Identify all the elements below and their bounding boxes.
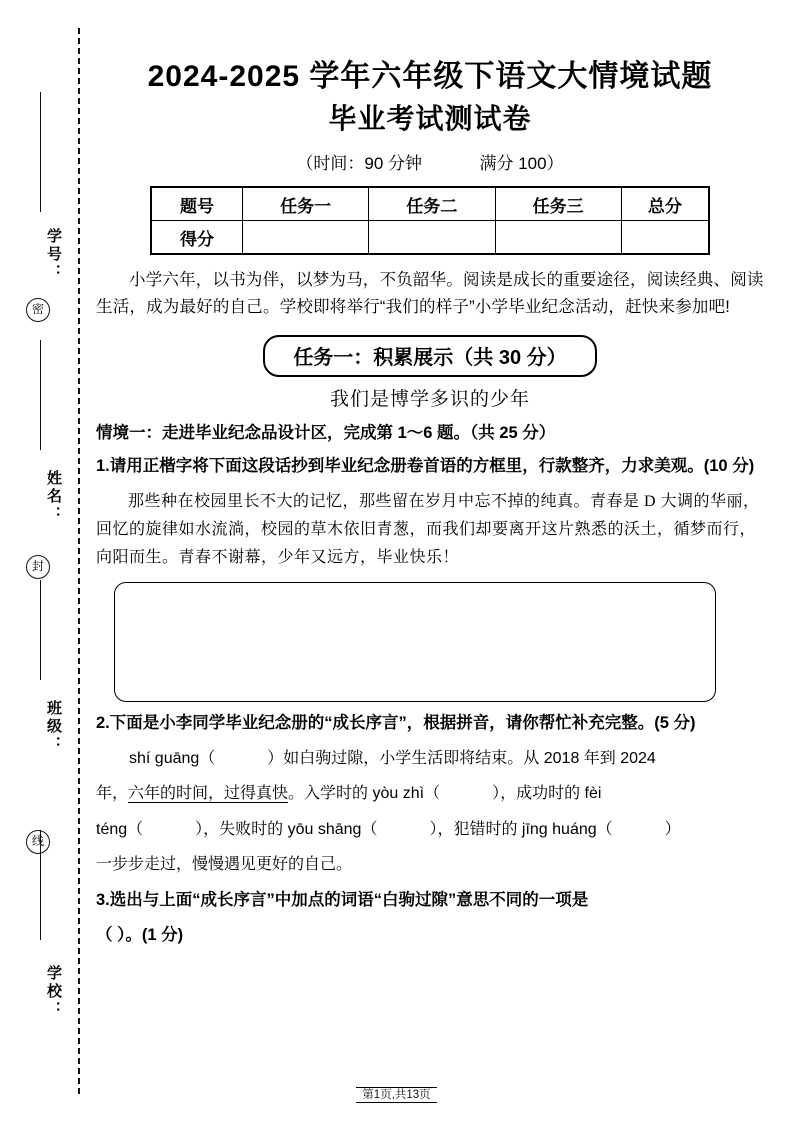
page-footer bbox=[0, 1086, 793, 1102]
task1-situation: 情境一：走进毕业纪念品设计区，完成第 1～6 题。（共 25 分） bbox=[96, 423, 556, 442]
q3-answer-parenthesis[interactable]: （ ）。(1 分) bbox=[96, 925, 184, 944]
binding-line-segment-1 bbox=[40, 92, 41, 212]
seal-mark-feng: 封 bbox=[26, 555, 50, 579]
question-2-text: 2.下面是小李同学毕业纪念册的“成长序言”，根据拼音，请你帮忙补充完整。(5 分) bbox=[96, 714, 696, 732]
score-table-header-0: 题号 bbox=[151, 187, 243, 221]
score-table-header-4: 总分 bbox=[621, 187, 709, 221]
question-2-passage-line3 bbox=[96, 816, 764, 844]
page-title-line2: 毕业考试测试卷 bbox=[328, 102, 532, 134]
task1-subtitle: 我们是博学多识的少年 bbox=[329, 388, 530, 410]
question-2-passage-line4: 一步步走过，慢慢遇见更好的自己。 bbox=[96, 856, 353, 874]
q2-line3-mid2: ），犯错时的 jīng huáng（ bbox=[429, 820, 613, 838]
score-table-header-3: 任务三 bbox=[495, 187, 621, 221]
binding-label-class: 班级： bbox=[45, 700, 62, 754]
exam-time-label: （时间：90 分钟 bbox=[296, 154, 423, 174]
q2-line3-head: téng（ bbox=[96, 820, 144, 838]
binding-line-segment-3 bbox=[40, 580, 41, 680]
pinyin-shiguang: shí guāng（ bbox=[129, 749, 216, 767]
question-1-answer-box[interactable] bbox=[114, 582, 716, 702]
score-cell-task3[interactable] bbox=[495, 221, 621, 255]
binding-line-segment-2 bbox=[40, 340, 41, 450]
score-table-header-2: 任务二 bbox=[369, 187, 495, 221]
q2-line1-tail: ）如白驹过隙，小学生活即将结束。从 2018 年到 2024 bbox=[267, 749, 656, 767]
score-table bbox=[150, 186, 710, 255]
question-1-passage: 那些种在校园里长不大的记忆，那些留在岁月中忘不掉的纯真。青春是 D 大调的华丽，回忆的旋律如水流淌，校园的草木依旧青葱，而我们却要离开这片熟悉的沃土，循梦而行，向阳而生。青春不谢幕，少年又远方，毕业快乐！ bbox=[96, 493, 760, 566]
question-2-passage-line2 bbox=[96, 780, 764, 808]
score-table-label-score: 得分 bbox=[151, 221, 243, 255]
table-row bbox=[151, 187, 709, 221]
question-3-choice-line bbox=[96, 922, 764, 949]
question-1-text: 1.请用正楷字将下面这段话抄到毕业纪念册卷首语的方框里，行款整齐，力求美观。(10 分) bbox=[96, 457, 755, 476]
binding-label-school: 学校： bbox=[45, 965, 62, 1019]
binding-margin bbox=[0, 0, 92, 1122]
table-row bbox=[151, 221, 709, 255]
q2-line2-head: 年， bbox=[96, 785, 129, 803]
page-title-line1: 2024-2025 学年六年级下语文大情境试题 bbox=[147, 60, 713, 93]
score-cell-task1[interactable] bbox=[243, 221, 369, 255]
exam-meta bbox=[96, 149, 764, 174]
exam-page bbox=[96, 0, 764, 1122]
question-2-passage-line1 bbox=[96, 745, 764, 773]
exam-total-score-label: 满分 100） bbox=[479, 154, 564, 174]
score-cell-total[interactable] bbox=[621, 221, 709, 255]
q3-head: 3.选出与上面“成长序言”中加点的词语“白驹过隙”意思不同的一项是 bbox=[96, 890, 589, 909]
q2-line2-mid: 。入学时的 yòu zhì（ bbox=[288, 785, 441, 803]
task1-banner: 任务一：积累展示（共 30 分） bbox=[263, 335, 597, 377]
q2-line2-tail: ），成功时的 fèi bbox=[492, 785, 602, 803]
score-cell-task2[interactable] bbox=[369, 221, 495, 255]
score-table-header-1: 任务一 bbox=[243, 187, 369, 221]
q2-underlined-phrase: 六年的时间，过得真快 bbox=[128, 785, 289, 803]
q2-line3-mid1: ），失败时的 yōu shāng（ bbox=[195, 820, 378, 838]
page-number: 第1页,共13页 bbox=[356, 1087, 436, 1103]
seal-mark-xian: 线 bbox=[26, 830, 50, 854]
seal-mark-mi: 密 bbox=[26, 298, 50, 322]
binding-dashed-line bbox=[78, 28, 80, 1094]
binding-label-student-id: 学号： bbox=[45, 228, 62, 282]
intro-paragraph: 小学六年，以书为伴，以梦为马，不负韶华。阅读是成长的重要途径，阅读经典、阅读生活，成为最好的自己。学校即将举行“我们的样子”小学毕业纪念活动，赶快来参加吧! bbox=[96, 271, 764, 316]
question-3-text bbox=[96, 887, 764, 914]
q2-line3-tail: ） bbox=[664, 820, 681, 838]
binding-label-name: 姓名： bbox=[45, 470, 62, 524]
